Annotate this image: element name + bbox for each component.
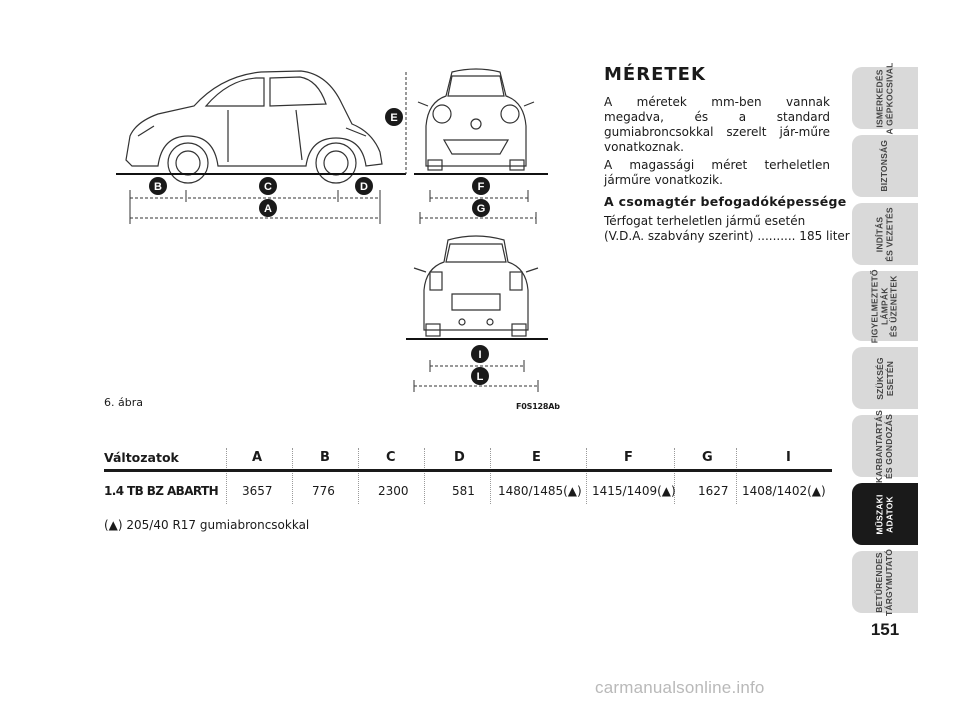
rear-view-car <box>414 236 538 336</box>
ground-lines <box>116 174 548 339</box>
tab-inditas[interactable] <box>852 203 918 265</box>
side-view-car <box>126 71 382 183</box>
marker-F: F <box>477 181 485 193</box>
tab-szukseg[interactable] <box>852 347 918 409</box>
watermark: carmanualsonline.info <box>595 678 765 697</box>
table-footnote: (▲) 205/40 R17 gumiabroncsokkal <box>104 518 310 532</box>
table-header: D <box>454 450 465 465</box>
table-cell: 1627 <box>698 484 729 498</box>
section-title: MÉRETEK <box>604 64 706 85</box>
marker-B: B <box>154 181 162 193</box>
table-header: B <box>320 450 330 465</box>
tab-label: FIGYELMEZTETŐ LÁMPÁK ÉS ÜZENETEK <box>869 269 899 343</box>
marker-L: L <box>476 371 484 383</box>
table-cell: 1.4 TB BZ ABARTH <box>104 484 219 498</box>
table-cell: 3657 <box>242 484 273 498</box>
front-view-car <box>418 69 534 170</box>
marker-A: A <box>264 203 272 215</box>
tab-label: BIZTONSÁG <box>879 140 890 192</box>
table-header: C <box>386 450 396 465</box>
intro-paragraph: A méretek mm-ben vannak megadva, és a standard gumiabroncsokkal szerelt jár-műre vonatkoznak. <box>604 95 830 154</box>
tab-label: ISMERKEDÉS A GÉPKOCSIVAL <box>874 61 894 135</box>
tab-label: BETŰRENDES TÁRGYMUTATÓ <box>874 548 895 616</box>
table-cell: 1415/1409(▲) <box>592 484 676 498</box>
table-header-row <box>104 446 832 470</box>
intro-text-block <box>604 95 830 191</box>
marker-G: G <box>476 203 486 215</box>
tab-label: INDÍTÁS ÉS VEZETÉS <box>874 206 894 262</box>
table-header: F <box>624 450 633 465</box>
car-drawings <box>96 62 566 412</box>
table-cell: 581 <box>452 484 475 498</box>
table-row <box>104 480 832 504</box>
table-cell: 776 <box>312 484 335 498</box>
table-header: Változatok <box>104 450 179 465</box>
height-note-paragraph: A magassági méret terheletlen járműre vonatkozik. <box>604 158 830 187</box>
luggage-text-block <box>604 214 850 244</box>
tab-biztonsag[interactable] <box>852 135 918 197</box>
tab-figyelmezteto[interactable] <box>852 271 918 341</box>
dimensions-figure <box>96 62 566 412</box>
tab-ismerkedes[interactable] <box>852 61 918 135</box>
table-divider <box>104 469 832 472</box>
luggage-title: A csomagtér befogadóképessége <box>604 194 847 209</box>
tab-label: SZÜKSÉG ESETÉN <box>874 356 894 400</box>
marker-I: I <box>478 349 482 361</box>
table-header: E <box>532 450 541 465</box>
figure-code: F0S128Ab <box>516 402 560 411</box>
figure-caption: 6. ábra <box>104 396 143 409</box>
table-cell: 1408/1402(▲) <box>742 484 826 498</box>
table-header: A <box>252 450 263 465</box>
table-header: G <box>702 450 713 465</box>
table-header: I <box>786 450 791 465</box>
tab-label: KARBANTARTÁS ÉS GONDOZÁS <box>874 409 895 483</box>
page-number: 151 <box>870 620 900 639</box>
tab-betu-rendes[interactable] <box>852 548 918 616</box>
luggage-line-2: (V.D.A. szabvány szerint) .......... 185 liter <box>604 229 850 243</box>
marker-E: E <box>390 112 398 124</box>
table-cell: 1480/1485(▲) <box>498 484 582 498</box>
marker-C: C <box>264 181 272 193</box>
tab-karbantartas[interactable] <box>852 409 918 483</box>
tab-label: MŰSZAKI ADATOK <box>874 493 894 535</box>
dimension-markers <box>149 108 490 385</box>
table-cell: 2300 <box>378 484 409 498</box>
marker-D: D <box>360 181 368 193</box>
tab-muszaki-adatok[interactable] <box>852 483 918 545</box>
dimensions-table <box>104 446 832 498</box>
luggage-line-1: Térfogat terheletlen jármű esetén <box>604 214 806 228</box>
